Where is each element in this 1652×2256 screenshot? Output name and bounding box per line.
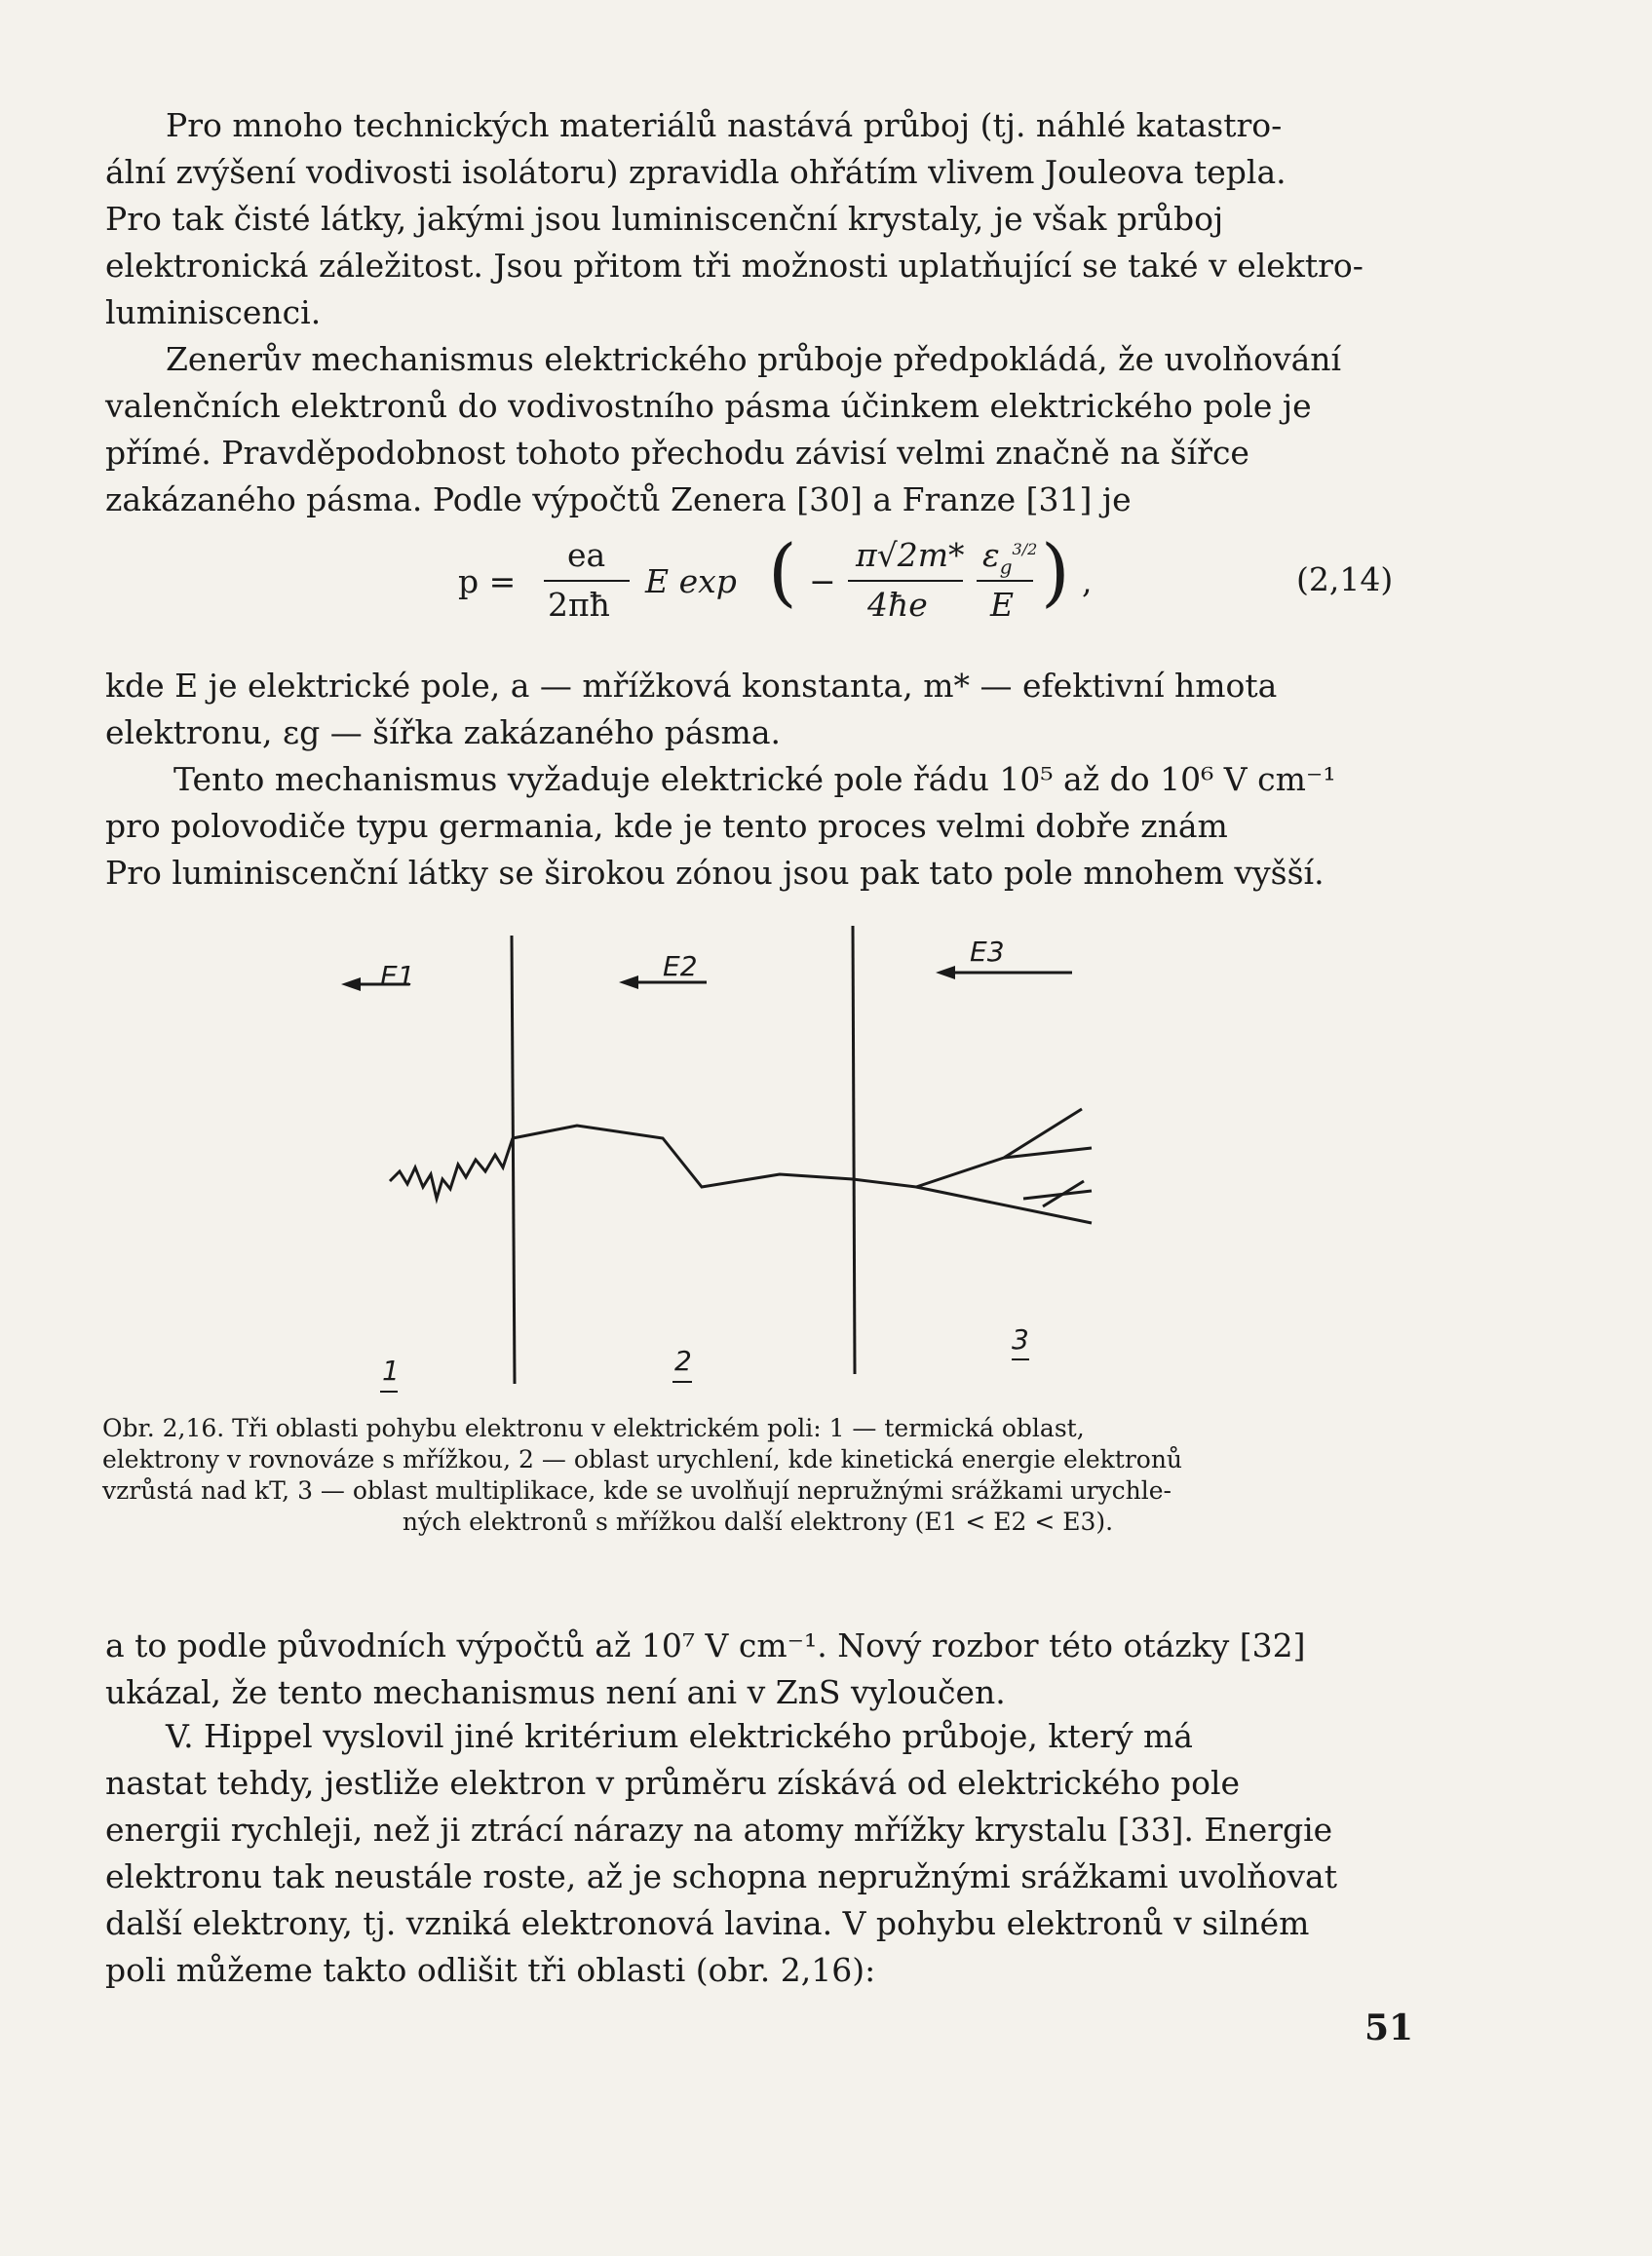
equation-close-paren: ) xyxy=(1041,528,1070,615)
text-line: kde E je elektrické pole, a — mřížková konstanta, m* — efektivní hmota xyxy=(105,667,1278,705)
fraction-numerator: ea xyxy=(567,536,606,574)
epsilon-symbol: ε xyxy=(982,536,1000,574)
fraction-bar xyxy=(848,580,963,582)
text-line: elektronu tak neustále roste, až je schopna nepružnými srážkami uvolňovat xyxy=(105,1857,1337,1895)
boundary-line-2 xyxy=(853,926,855,1374)
paragraph-zener-mechanism xyxy=(105,336,1392,523)
electron-path-multiplication xyxy=(853,1109,1082,1187)
text-line: ální zvýšení vodivosti isolátoru) zpravidla ohřátím vlivem Jouleova tepla. xyxy=(105,153,1287,191)
text-line: luminiscenci. xyxy=(105,293,322,331)
fraction-denominator: 4ħe xyxy=(867,586,928,624)
subscript: g xyxy=(999,554,1013,579)
figure-caption xyxy=(102,1413,1413,1538)
text-line: Pro luminiscenční látky se širokou zónou jsou pak tato pole mnohem vyšší. xyxy=(105,854,1325,892)
fraction-numerator: π√2m* xyxy=(856,536,965,574)
caption-line: Obr. 2,16. Tři oblasti pohybu elektronu v elektrickém poli: 1 — termická oblast, xyxy=(102,1414,1085,1442)
caption-line: elektrony v rovnováze s mřížkou, 2 — oblast urychlení, kde kinetická energie elektronů xyxy=(102,1445,1183,1473)
fraction-bar xyxy=(544,580,630,582)
field-label-e2: E2 xyxy=(663,950,698,982)
text-line: elektronu, εg — šířka zakázaného pásma. xyxy=(105,713,781,751)
text-line: Pro tak čisté látky, jakými jsou luminiscenční krystaly, je však průboj xyxy=(105,200,1224,238)
figure-diagram xyxy=(322,916,1442,1403)
caption-line: ných elektronů s mřížkou další elektrony (E1 < E2 < E3). xyxy=(402,1508,1114,1536)
region-label-3: 3 xyxy=(1012,1323,1029,1356)
text-line: Tento mechanismus vyžaduje elektrické pole řádu 10⁵ až do 10⁶ V cm⁻¹ xyxy=(173,760,1336,798)
arrow-head-icon xyxy=(341,977,361,991)
equation-minus: − xyxy=(809,562,836,600)
text-line: přímé. Pravděpodobnost tohoto přechodu závisí velmi značně na šířce xyxy=(105,434,1249,472)
electron-path-acceleration xyxy=(513,1126,853,1187)
paragraph-hippel-criterion xyxy=(105,1713,1392,1994)
boundary-line-1 xyxy=(512,936,515,1384)
paragraph-field-strength xyxy=(105,756,1392,897)
text-line: nastat tehdy, jestliže elektron v průměru získává od elektrického pole xyxy=(105,1764,1241,1802)
text-line: elektronická záležitost. Jsou přitom tři možnosti uplatňující se také v elektro- xyxy=(105,247,1364,285)
paragraph-reanalysis xyxy=(105,1623,1392,1716)
text-line: další elektrony, tj. vzniká elektronová lavina. V pohybu elektronů v silném xyxy=(105,1904,1310,1942)
equation-e-exp: E exp xyxy=(645,562,737,600)
region-label-1: 1 xyxy=(382,1355,400,1387)
text-line: V. Hippel vyslovil jiné kritérium elektrického průboje, který má xyxy=(166,1717,1193,1755)
electron-path-thermal xyxy=(390,1138,513,1199)
superscript: 3/2 xyxy=(1012,540,1038,558)
equation-2-14 xyxy=(458,528,1394,638)
arrow-head-icon xyxy=(619,975,638,989)
text-line: Zenerův mechanismus elektrického průboje předpokládá, že uvolňování xyxy=(166,340,1342,378)
text-line: poli můžeme takto odlišit tři oblasti (obr. 2,16): xyxy=(105,1951,876,1989)
caption-line: vzrůstá nad kT, 3 — oblast multiplikace, kde se uvolňují nepružnými srážkami urychle- xyxy=(102,1476,1172,1505)
fraction-denominator: E xyxy=(990,586,1015,624)
paragraph-breakdown-intro xyxy=(105,102,1392,336)
equation-comma: , xyxy=(1082,562,1093,600)
figure-2-16 xyxy=(322,916,1442,1403)
paragraph-symbols xyxy=(105,663,1392,756)
region-label-2: 2 xyxy=(674,1345,692,1377)
text-line: pro polovodiče typu germania, kde je tento proces velmi dobře znám xyxy=(105,807,1228,845)
text-line: zakázaného pásma. Podle výpočtů Zenera [30] a Franze [31] je xyxy=(105,480,1132,518)
arrow-head-icon xyxy=(936,966,955,979)
equation-lhs: p = xyxy=(458,562,517,600)
text-line: Pro mnoho technických materiálů nastává průboj (tj. náhlé katastro- xyxy=(166,106,1283,144)
text-line: valenčních elektronů do vodivostního pásma účinkem elektrického pole je xyxy=(105,387,1312,425)
field-label-e3: E3 xyxy=(970,936,1005,968)
text-line: ukázal, že tento mechanismus není ani v ZnS vyloučen. xyxy=(105,1673,1006,1711)
text-line: a to podle původních výpočtů až 10⁷ V cm⁻¹. Nový rozbor této otázky [32] xyxy=(105,1626,1306,1664)
equation-number: (2,14) xyxy=(1296,560,1394,598)
field-label-e1: E1 xyxy=(380,960,415,992)
fraction-numerator xyxy=(982,536,1037,579)
fraction-bar xyxy=(977,580,1033,582)
fraction-denominator: 2πħ xyxy=(548,586,610,624)
equation-open-paren: ( xyxy=(768,528,797,615)
text-line: energii rychleji, než ji ztrácí nárazy na atomy mřížky krystalu [33]. Energie xyxy=(105,1811,1333,1849)
page-number: 51 xyxy=(1364,2007,1414,2048)
